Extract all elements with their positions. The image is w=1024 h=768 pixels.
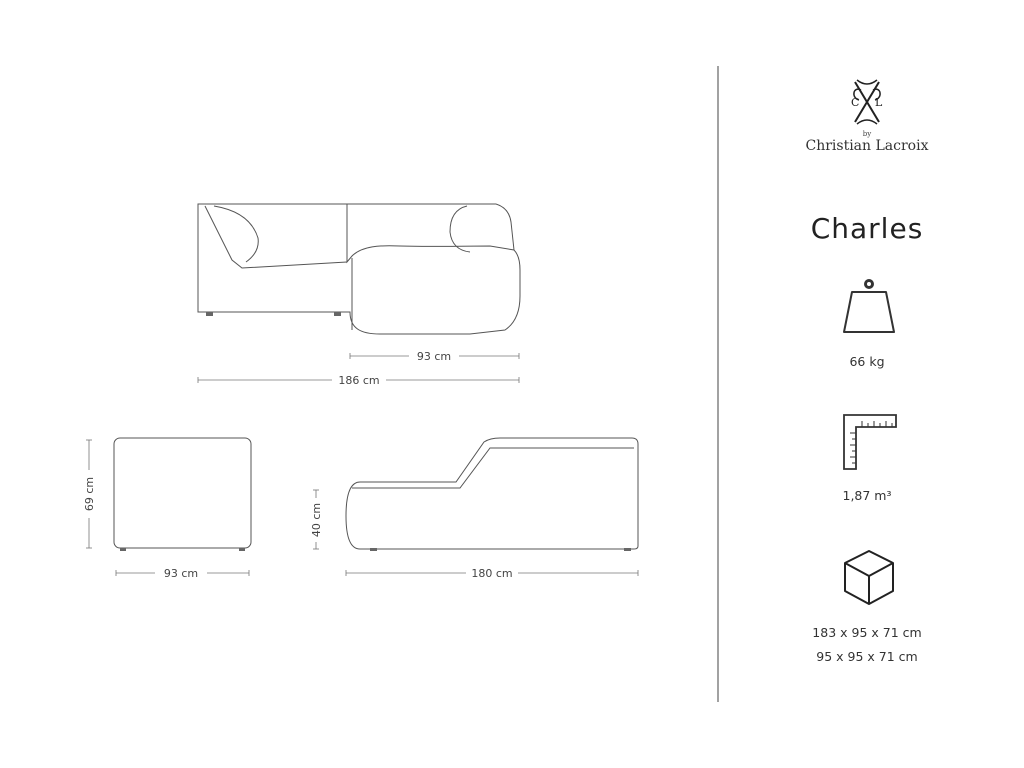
box-icon <box>842 548 896 608</box>
dim-side-length: 180 cm <box>471 567 513 580</box>
dim-seat-height: 40 cm <box>310 502 323 538</box>
dim-front-width: 93 cm <box>163 567 199 580</box>
ruler-icon <box>842 413 898 471</box>
weight-icon <box>842 274 896 336</box>
weight-value: 66 kg <box>849 354 885 369</box>
brand-by: by <box>862 130 872 138</box>
svg-text:L: L <box>875 96 883 109</box>
package-dims-2: 95 x 95 x 71 cm <box>816 649 918 664</box>
dimension-labels <box>83 350 513 580</box>
info-panel <box>720 0 1024 768</box>
product-name: Charles <box>810 212 924 245</box>
dim-chaise-width: 93 cm <box>416 350 452 363</box>
package-dims-1: 183 x 95 x 71 cm <box>812 625 922 640</box>
dim-total-width: 186 cm <box>338 374 380 387</box>
svg-text:C: C <box>851 96 860 109</box>
sofa-top-view <box>198 204 520 334</box>
sofa-side-view <box>346 438 638 551</box>
sofa-front-view <box>114 438 251 551</box>
brand-logo-icon <box>847 76 887 128</box>
dim-height: 69 cm <box>83 476 96 512</box>
volume-value: 1,87 m³ <box>842 488 892 503</box>
brand-name: Christian Lacroix <box>805 138 929 154</box>
